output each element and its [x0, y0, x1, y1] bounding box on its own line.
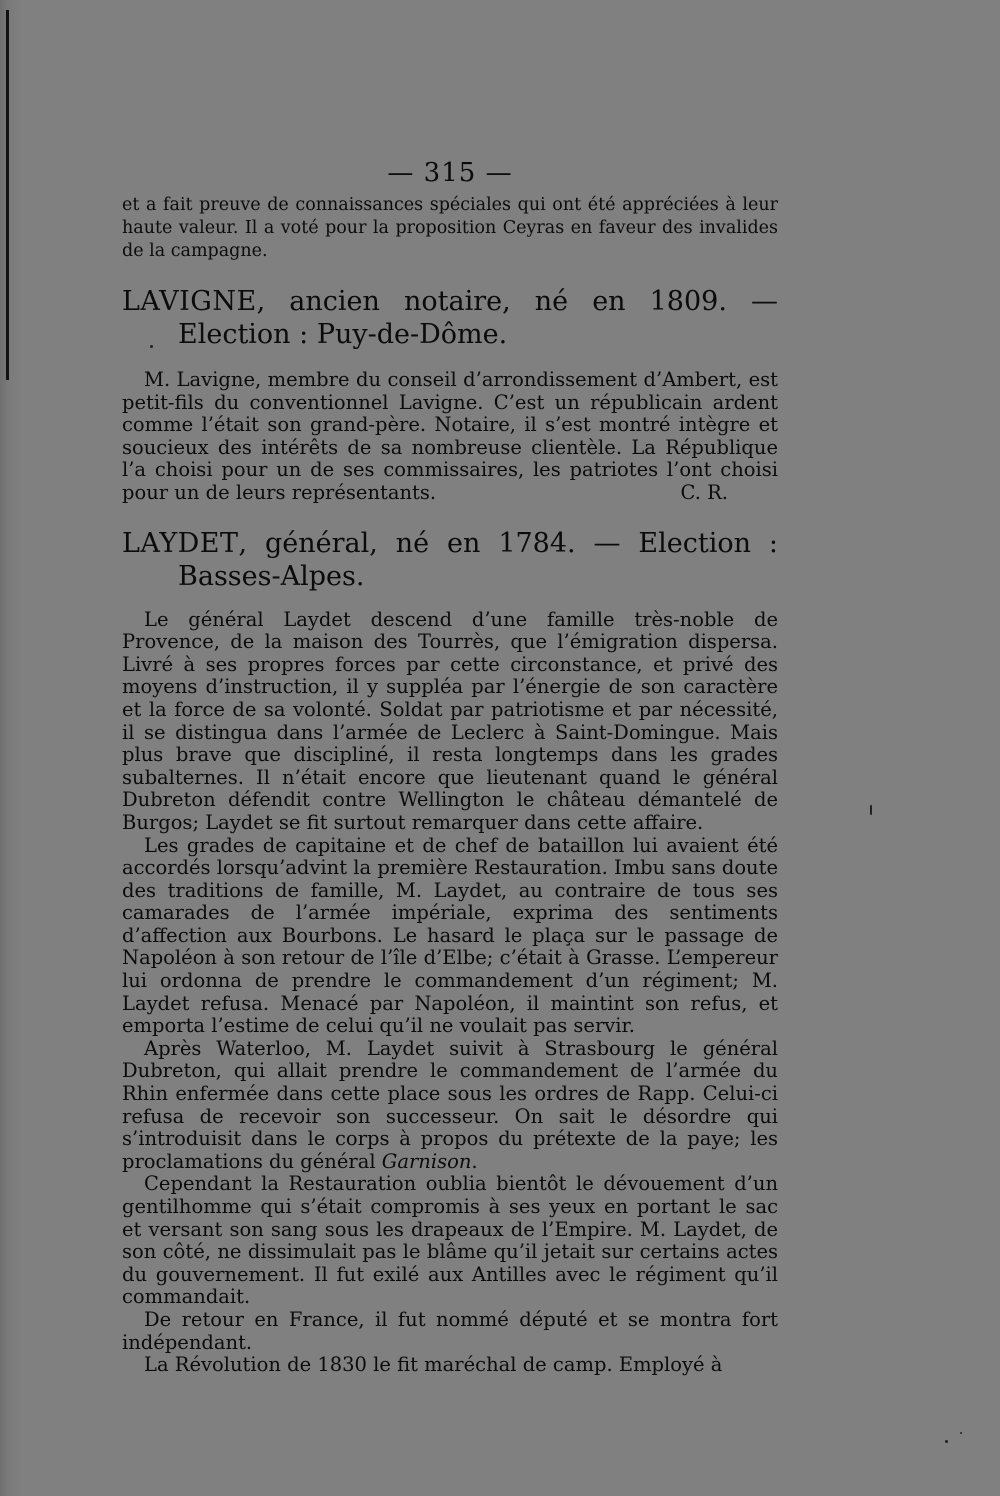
binding-edge-line: [6, 10, 9, 380]
document-page: [122, 158, 778, 1377]
paper-speck: [870, 805, 872, 815]
entry-name: LAYDET: [122, 527, 239, 559]
entry-paragraph: [122, 1038, 778, 1174]
entry-heading-details: , ancien notaire, né en 1809. — Election : Puy-de-Dôme.: [178, 286, 778, 350]
paper-speck: [945, 1440, 948, 1443]
intro-paragraph: et a fait preuve de connaissances spéciales qui ont été appréciées à leur haute valeur. Il a voté pour la proposition Ceyras en faveur des invalides de la campagne.: [122, 195, 778, 261]
book-binding-shadow: [0, 0, 22, 1496]
paragraph-text-end: .: [471, 1149, 478, 1173]
entry-paragraph: [122, 369, 778, 505]
italic-term: Garnison: [381, 1149, 472, 1173]
entry-paragraph-text: M. Lavigne, membre du conseil d’arrondissement d’Ambert, est petit-fils du conventionnel Lavigne. C’est un républicain ardent comme l’était son grand-père. Notaire, il s’est montré intègre et soucieux des intérêts de sa nombreuse clientèle. La République l’a choisi pour un de ses commissaires, les patriotes l’ont choisi pour un de leurs représentants.: [122, 368, 778, 504]
entry-paragraph: Le général Laydet descend d’une famille très-noble de Provence, de la maison des Tourrès, que l’émigration dispersa. Livré à ses propres forces par cette circonstance, et privé des moyens d’instruction, il y suppléa par l’énergie de son caractère et la force de sa volonté. Soldat par patriotisme et par nécessité, il se distingua dans l’armée de Leclerc à Saint-Domingue. Mais plus brave que discipliné, il resta longtemps dans les grades subalternes. Il n’était encore que lieutenant quand le général Dubreton défendit contre Wellington le château démantelé de Burgos; Laydet se fit surtout remarquer dans cette affaire.: [122, 607, 778, 834]
page-number: — 315 —: [387, 158, 513, 188]
entry-paragraph: La Révolution de 1830 le fit maréchal de camp. Employé à: [144, 1353, 723, 1377]
entry-paragraph: Les grades de capitaine et de chef de bataillon lui avaient été accordés lorsqu’advint la première Restauration. Imbu sans doute des traditions de famille, M. Laydet, au contraire de tous ses camarades de l’armée impériale, exprima des sentiments d’affection aux Bourbons. Le hasard le plaça sur le passage de Napoléon à son retour de l’île d’Elbe; c’était à Grasse. L’empereur lui ordonna de prendre le commandement d’un régiment; M. Laydet refusa. Menacé par Napoléon, il maintint son refus, et emporta l’estime de celui qu’il ne voulait pas servir.: [122, 833, 778, 1038]
entry-heading: [122, 527, 778, 593]
author-signature: C. R.: [680, 480, 728, 504]
entry-name: LAVIGNE: [122, 286, 257, 317]
entry-paragraph: Cependant la Restauration oublia bientôt le dévouement d’un gentilhomme qui s’était compromis à ses yeux en portant le sac et versant son sang sous les drapeaux de l’Empire. M. Laydet, de son côté, ne dissimulait pas le blâme qu’il jetait sur certains actes du gouvernement. Il fut exilé aux Antilles avec le régiment qu’il commandait.: [122, 1172, 778, 1309]
paper-speck: [960, 1432, 962, 1434]
entry-heading: [122, 285, 778, 351]
entry-lavigne: [122, 285, 778, 505]
entry-paragraph: De retour en France, il fut nommé député et se montra fort indépendant.: [122, 1307, 778, 1354]
entry-laydet: [122, 527, 778, 1377]
paragraph-text: Après Waterloo, M. Laydet suivit à Strasbourg le général Dubreton, qui allait prendre le commandement de l’armée du Rhin enfermée dans cette place sous les ordres de Rapp. Celui-ci refusa de recevoir son successeur. On sait le désordre qui s’introduisit dans le corps à propos du prétexte de la paye; les proclamations du général: [122, 1036, 778, 1173]
entry-heading-details: , général, né en 1784. — Election : Basses-Alpes.: [178, 527, 778, 592]
paper-speck: [150, 345, 153, 348]
